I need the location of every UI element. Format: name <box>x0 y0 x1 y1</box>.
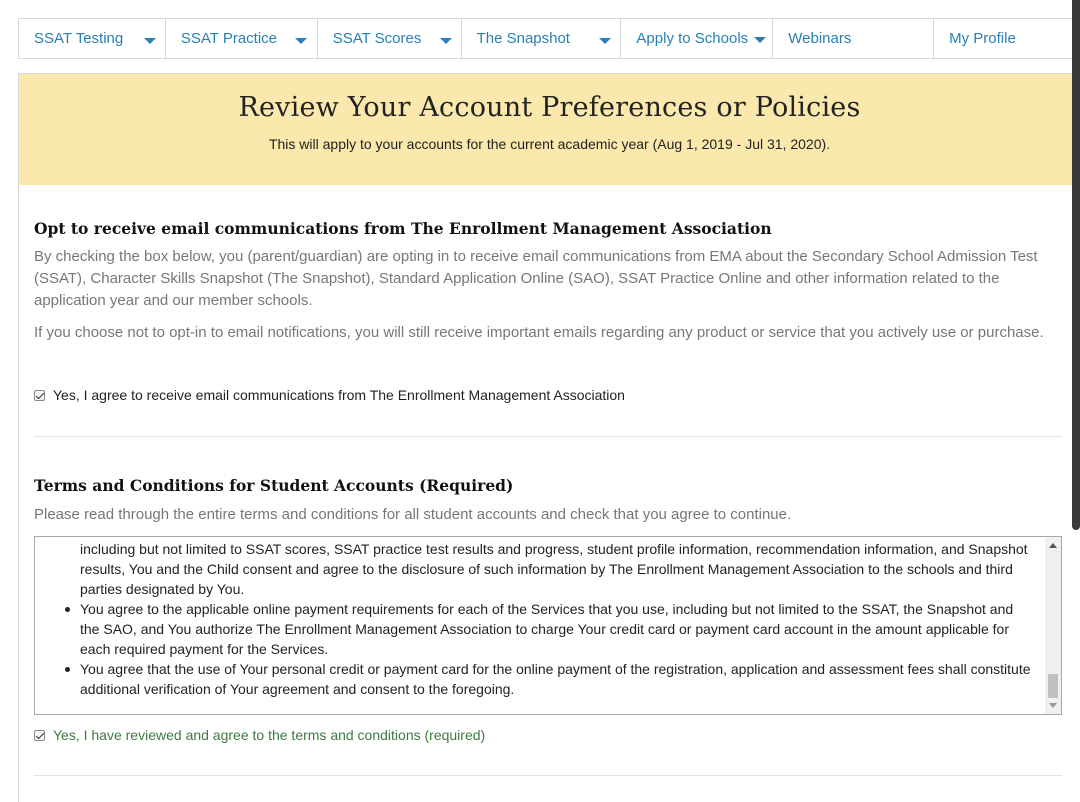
list-item: You agree that the use of Your personal credit or payment card for the online payment of the registration, application and assessment fees shall constitute additional verification of Your agreement and consent to the foregoing. <box>80 661 1031 697</box>
terms-bullet-list <box>80 599 1031 699</box>
scrollbar-thumb[interactable] <box>1048 674 1058 698</box>
preferences-card <box>18 73 1080 802</box>
terms-scrollbar[interactable] <box>1045 537 1061 714</box>
chevron-down-icon[interactable] <box>754 37 766 43</box>
terms-agree-checkbox-row[interactable] <box>34 727 1064 743</box>
terms-scroll-box[interactable] <box>34 536 1062 715</box>
terms-agree-checkbox[interactable] <box>34 730 45 741</box>
terms-section-heading: Terms and Conditions for Student Accounts (Required) <box>34 476 514 495</box>
nav-the-snapshot[interactable] <box>462 19 622 58</box>
chevron-down-icon[interactable] <box>295 38 307 44</box>
email-section-para2: If you choose not to opt-in to email notifications, you will still receive important emails regarding any product or service that you actively use or purchase. <box>34 324 1044 341</box>
chevron-down-icon[interactable] <box>144 38 156 44</box>
page-banner <box>19 74 1080 185</box>
nav-ssat-scores[interactable] <box>318 19 462 58</box>
nav-label: SSAT Testing <box>34 30 124 47</box>
nav-label: My Profile <box>949 30 1016 47</box>
chevron-down-icon[interactable] <box>440 38 452 44</box>
section-divider <box>34 436 1062 437</box>
page-title: Review Your Account Preferences or Policies <box>238 92 861 123</box>
email-optin-section <box>34 219 1064 238</box>
chevron-down-icon[interactable] <box>599 38 611 44</box>
nav-apply-to-schools[interactable] <box>621 19 773 58</box>
nav-label: Webinars <box>788 30 852 47</box>
list-item: You agree to the applicable online payment requirements for each of the Services that you use, including but not limited to the SSAT, the Snapshot and the SAO, and You authorize The Enrollment Management Association to charge Your credit card or payment card account in the amount applicable for each required payment for the Services. <box>80 599 1031 659</box>
nav-label: SSAT Practice <box>180 30 278 47</box>
section-divider <box>34 775 1062 776</box>
nav-label: Apply to Schools <box>636 30 749 47</box>
nav-ssat-testing[interactable] <box>19 19 166 58</box>
terms-continued-text: including but not limited to SSAT scores, SSAT practice test results and progress, student profile information, recommendation information, and Snapshot results, You and the Child consent and agree to the disclosure of such information by The Enrollment Management Association to the schools and third parties designated by You. <box>80 541 1028 597</box>
page-scrollbar[interactable] <box>1072 0 1080 530</box>
nav-label: SSAT Scores <box>332 30 422 47</box>
top-nav <box>18 18 1080 59</box>
terms-instruction: Please read through the entire terms and conditions for all student accounts and check that you agree to continue. <box>34 506 792 523</box>
nav-webinars[interactable] <box>773 19 934 58</box>
email-optin-checkbox[interactable] <box>34 390 45 401</box>
scroll-up-icon[interactable] <box>1049 543 1057 548</box>
nav-ssat-practice[interactable] <box>166 19 318 58</box>
scroll-down-icon[interactable] <box>1049 703 1057 708</box>
terms-content <box>35 537 1061 699</box>
email-optin-label: Yes, I agree to receive email communications from The Enrollment Management Association <box>53 387 625 403</box>
nav-my-profile[interactable] <box>934 19 1080 58</box>
page-subtitle: This will apply to your accounts for the current academic year (Aug 1, 2019 - Jul 31, 2020). <box>268 136 831 152</box>
nav-label: The Snapshot <box>476 30 570 47</box>
terms-agree-label: Yes, I have reviewed and agree to the terms and conditions (required) <box>53 727 486 743</box>
email-optin-checkbox-row[interactable] <box>34 387 1064 403</box>
email-section-heading: Opt to receive email communications from The Enrollment Management Association <box>34 219 772 238</box>
email-section-para1: By checking the box below, you (parent/guardian) are opting in to receive email communications from EMA about the Secondary School Admission Test (SSAT), Character Skills Snapshot (The Snapshot), Standard Application Online (SAO), SSAT Practice Online and other information related to the application year and our member schools. <box>34 248 1038 309</box>
terms-section <box>34 476 1064 495</box>
